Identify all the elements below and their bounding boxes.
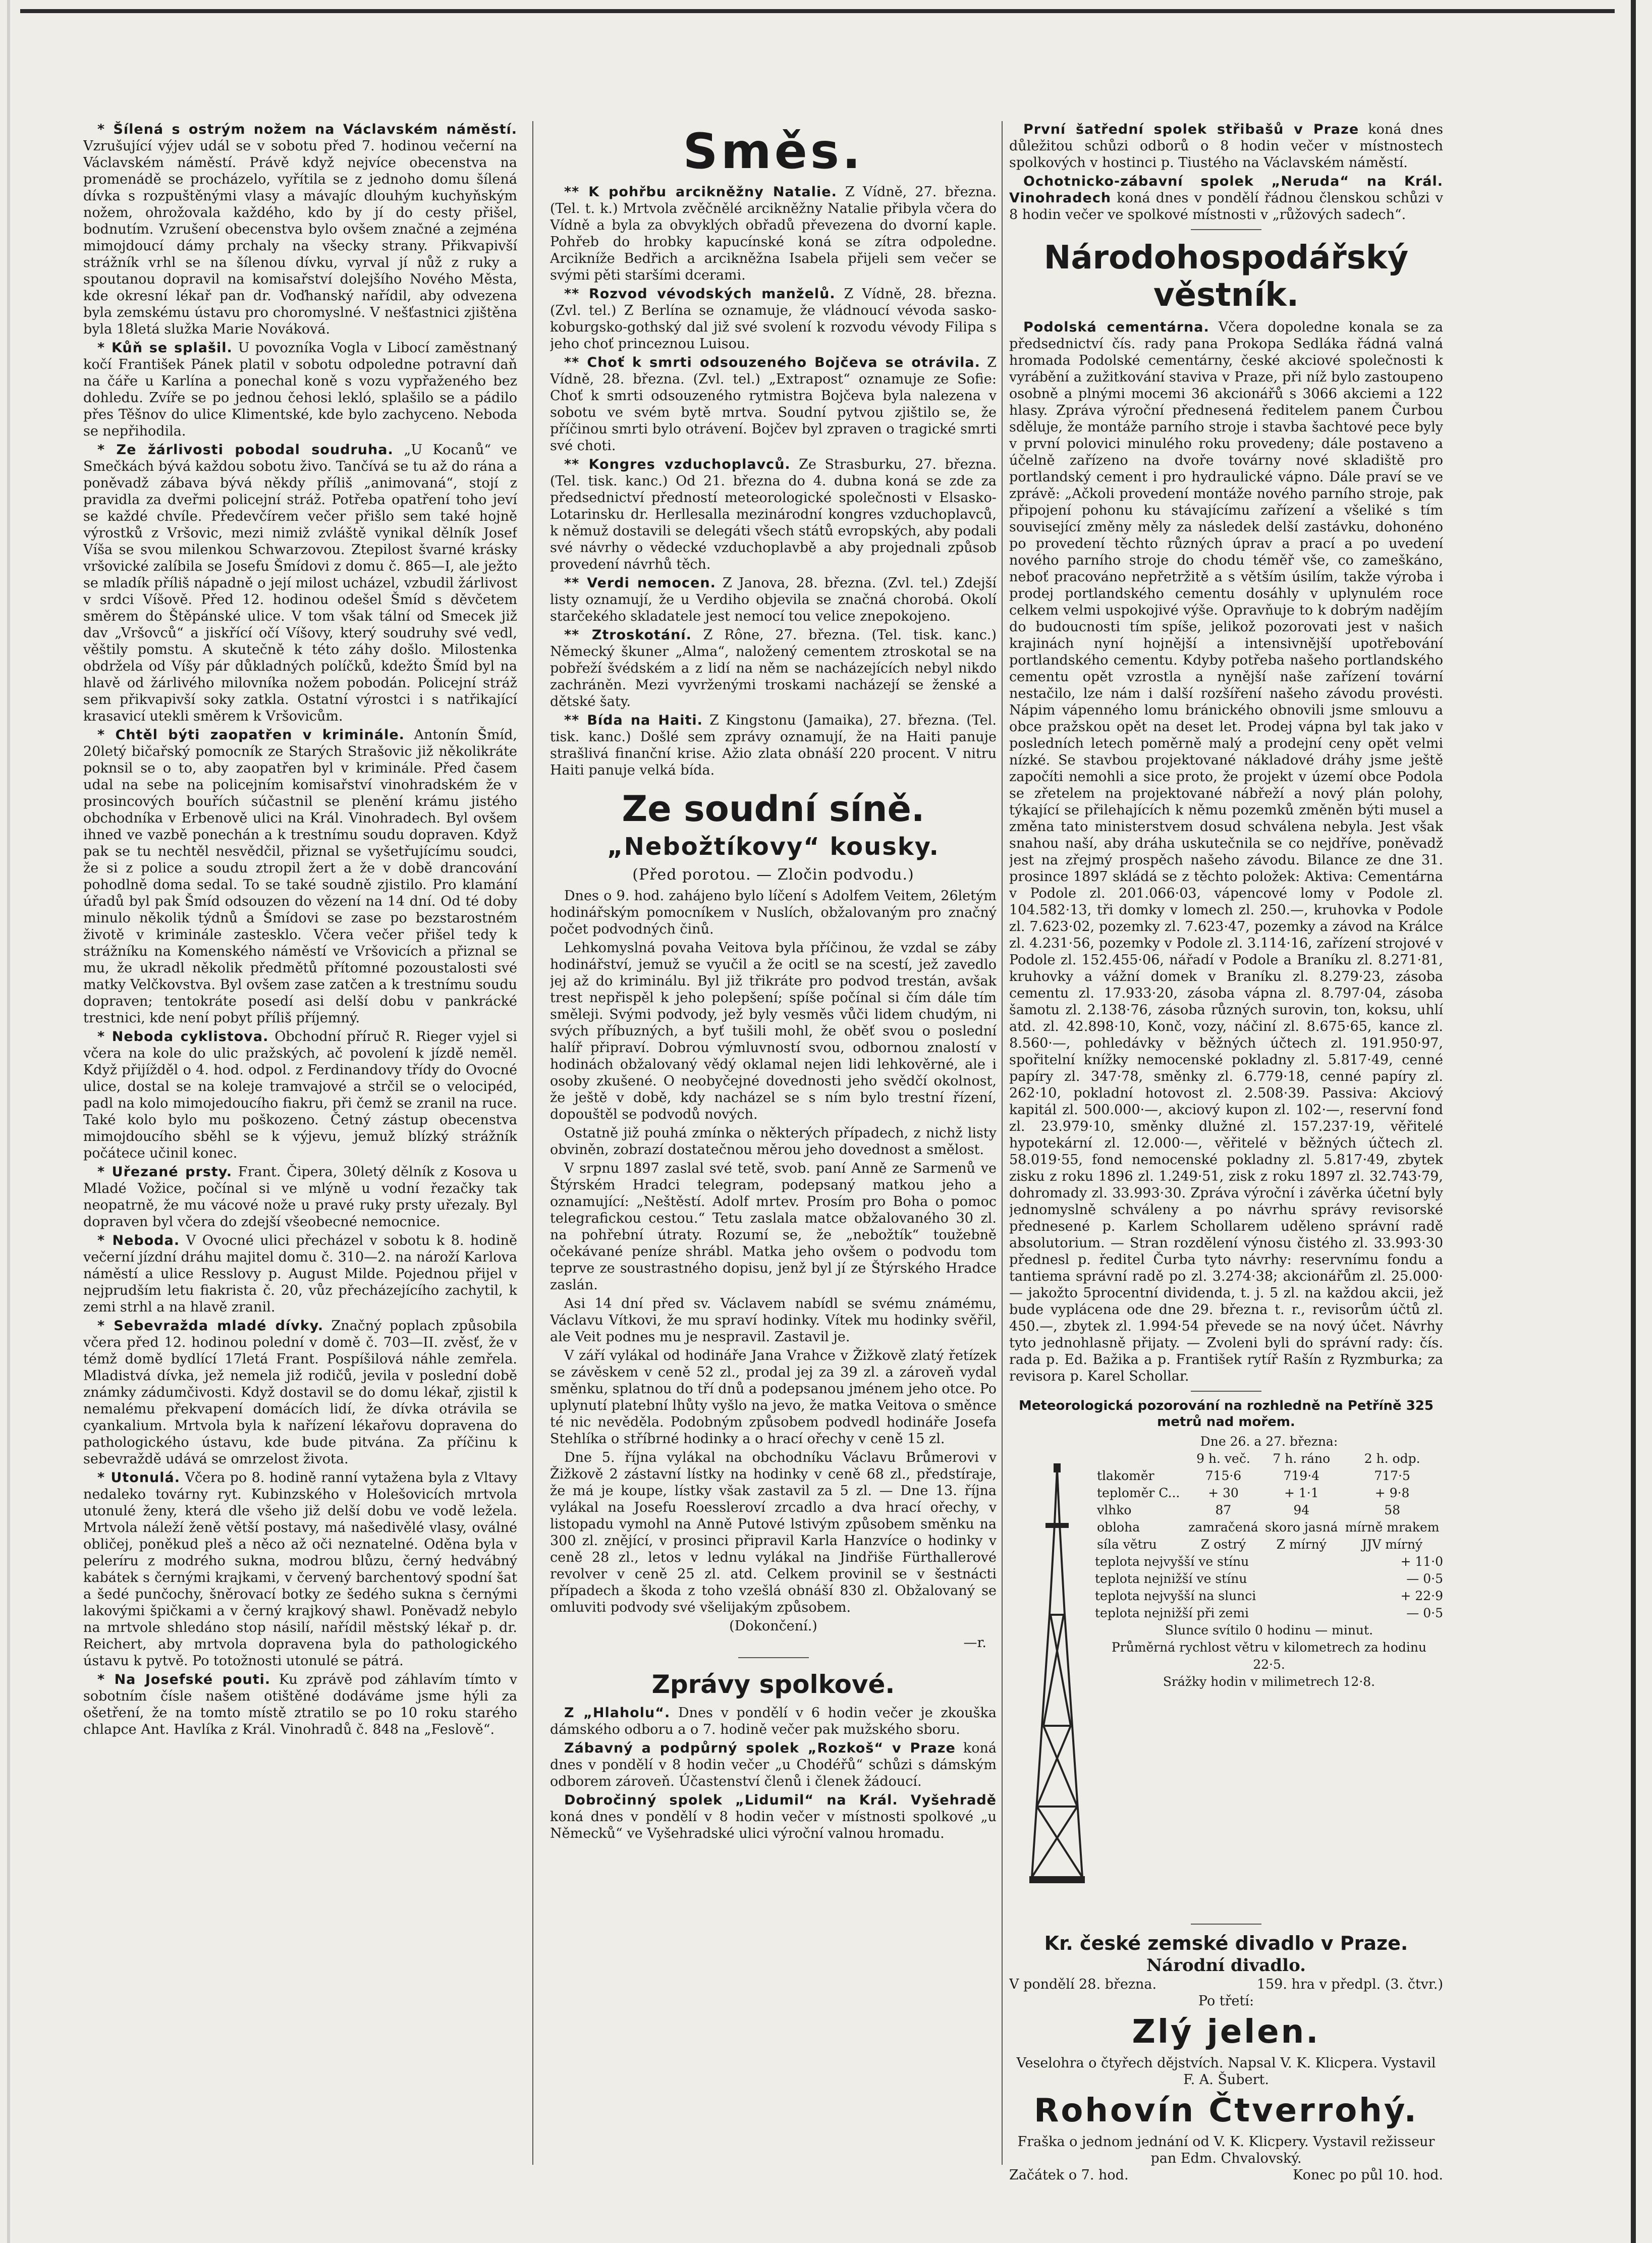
article-paragraph <box>83 121 517 338</box>
meteo-extreme-value: — 0·5 <box>1406 1606 1443 1620</box>
section-title-court: Ze soudní síně. <box>622 788 925 830</box>
article-text: koná dnes v pondělí řádnou členskou schůzi v 8 hodin večer ve spolkové místnosti v „růžových sadech“. <box>1009 190 1443 223</box>
meteo-value: 719·4 <box>1283 1468 1320 1483</box>
left-page-edge <box>7 0 10 2243</box>
article-paragraph <box>83 1469 517 1669</box>
article-text: Ze Strasburku, 27. března. (Tel. tisk. kanc.) Od 21. března do 4. dubna koná se zde za předsednictví předností meteorologické společnosti v Elsasko-Lotarinsku dr. Herllesalla mezinárodní kongres vzduchoplavců, k němuž dostavili se delegáti všech států evropských, aby podali své návrhy o vědecké vzduchoplavbě a aby projednali způsob provedení návrhů těch. <box>550 457 997 572</box>
article-paragraph <box>83 1671 517 1738</box>
column-divider <box>532 121 533 2165</box>
theatre-start: Začátek o 7. hod. <box>1009 2167 1129 2183</box>
meteo-note: Srážky hodin v milimetrech 12·8. <box>1163 1674 1375 1689</box>
article-headline: Ochotnicko-zábavní spolek „Neruda“ na Král. Vinohradech <box>1009 174 1443 206</box>
article-text: koná dnes v pondělí v 8 hodin večer v místnosti spolkové „u Německů“ ve Vyšehradské ulici výroční valnou hromadu. <box>550 1809 997 1841</box>
column-divider <box>1002 121 1003 2165</box>
meteo-extreme-row <box>1095 1588 1443 1605</box>
article-headline: ** K pohřbu arcikněžny Natalie. <box>564 184 837 200</box>
meteo-extremes <box>1095 1553 1443 1622</box>
top-rule <box>20 9 1615 13</box>
article-headline: ** Choť k smrti odsouzeného Bojčeva se otrávila. <box>564 355 980 370</box>
meteo-value: 87 <box>1215 1503 1232 1517</box>
article-paragraph: Ostatně již pouhá zmínka o některých případech, z nichž listy obviněn, zobrazí dostatečnou měrou jeho dovednost a smělost. <box>550 1125 997 1158</box>
meteo-box <box>1009 1433 1443 1918</box>
article-headline: * Utonulá. <box>97 1470 180 1486</box>
meteo-extreme-row <box>1095 1553 1443 1570</box>
article-paragraph <box>83 340 517 440</box>
separator <box>738 1657 809 1658</box>
meteo-extreme-label: teplota nejnižší při zemi <box>1095 1606 1249 1620</box>
meteo-value: 94 <box>1293 1503 1310 1517</box>
theatre-end: Konec po půl 10. hod. <box>1293 2167 1443 2183</box>
theatre-subtitle: Národní divadlo. <box>1146 1955 1306 1976</box>
article-text: Značný poplach způsobila včera před 12. hodinou polední v domě č. 703—II. zvěsť, že v témž domě bydlící 17letá Frant. Pospíšilová náhle zemřela. Mladistvá dívka, jež nemela již rodičů, jevila v poslední době známky zádumčivosti. Když dostavil se do domu lékař, zjistil k nemalému překvapení domácích lidí, že dívka otrávila se cyankalium. Mrtvola byla k nařízení lékařovu dopravena do pathologického ústavu, kde bude pitvána. Za příčinu k sebevraždě udává se omrzelost života. <box>83 1318 517 1467</box>
article-paragraph <box>83 1028 517 1162</box>
club-notices-continued <box>1009 121 1443 223</box>
section-title-economy: Národohospodářský věstník. <box>1043 239 1409 314</box>
article-paragraph <box>550 712 997 779</box>
article-headline: Dobročinný spolek „Lidumil“ na Král. Vyšehradě <box>564 1792 997 1808</box>
meteo-value: + 1·1 <box>1284 1486 1319 1500</box>
article-text: Antonín Šmíd, 20letý bičařský pomocník ze Starých Strašovic již několikráte poknsil se o to, aby zaopatřen byl v kriminále. Před časem udal na sebe na policejním komisařství vinohradském že v prosincových bouřích súčastnil se plenění krámu jistého obchodníka v Erbenově ulici na Král. Vinohradech. Byl ovšem ihned ve vazbě ponechán a k trestnímu soudu dopraven. Když pak se tu nechtěl nesvědčil, přiznal se vyšetřujícímu soudci, že si z police a soudu ztropil žert a že v době drancování pohodlně doma sedal. To se také soudně zjistilo. Pro klamání úřadů byl pak Šmíd odsouzen do vězení na 14 dní. Od té doby minulo několik týdnů a Šmídovi se zase po bezstarostném životě v kriminále zastesklo. Včera večer přišel tedy k strážníku na Komenského náměstí ve Vršovicích a přiznal se mu, že ukradl několik předmětů přítomné pozoustalosti své matky Velčkovstva. Byl ovšem zase zatčen a k trestnímu soudu dopraven; tentokráte posedí asi delší dobu v pankrácké trestnici, kde není pobyt příliš příjemný. <box>83 727 517 1026</box>
article-paragraph <box>1009 121 1443 171</box>
article-headline: * Ze žárlivosti pobodal soudruha. <box>97 442 394 458</box>
article-paragraph <box>550 575 997 625</box>
article-paragraph <box>83 442 517 725</box>
article-paragraph <box>1009 173 1443 223</box>
article-paragraph <box>550 1705 997 1738</box>
meteo-value: skoro jasná <box>1265 1520 1338 1535</box>
article-text: Z Rône, 27. března. (Tel. tisk. kanc.) Německý škuner „Alma“, naložený cementem ztroskotal se na pobřeží švédském a z lidí na něm se nacházejících nebyl nikdo zachráněn. Mezi vyvrženými troskami nacházejí se ženské a dětské šaty. <box>550 627 997 709</box>
article-paragraph: V srpnu 1897 zaslal své tetě, svob. paní Anně ze Sarmenů ve Štýrském Hradci telegram, podepsaný matkou jeho a oznamující: „Neštěstí. Adolf mrtev. Prosím pro Boha o pomoc telegrafickou cestou.“ Tetu zaslala matce obžalovaného 30 zl. na pohřební útraty. Rozumí se, že „nebožtík“ toužebně očekávané peníze shrábl. Matka jeho ovšem o podvodu tom teprve ze soustrastného dopisu, jenž byl jí ze Štýrského Hradce zaslán. <box>550 1161 997 1293</box>
play-title-rohovin: Rohovín Čtverrohý. <box>1034 2092 1418 2129</box>
article-paragraph: Lehkomyslná povaha Veitova byla příčinou, že vzdal se záby hodinářství, jemuž se vyučil a že ocitl se na scestí, jež zavedlo jej až do kriminálu. Byl již třikráte pro podvod trestán, avšak trest nepřispěl k jeho polepšení; spíše počínal si čím dále tím směleji. Svými podvody, jež byly vesměs vůči lidem chudým, ni svých příbuzných, a byť tušili mohl, že oběť svou o poslední halíř připraví. Dobrou výmluvností svou, odbornou znalostí v hodinách obžalovaný vědý oklamal nejen lidi lehkověrné, ale i osoby zkušené. O neobyčejné dovednosti jeho svědčí okolnost, že ještě v době, kdy nacházel se s ním bylo trestní řízení, dopouštěl se podvodů nových. <box>550 940 997 1122</box>
article-headline: ** Verdi nemocen. <box>564 575 716 591</box>
separator <box>1191 229 1261 230</box>
article-text: Z Kingstonu (Jamaika), 27. března. (Tel. tisk. kanc.) Došlé sem zprávy oznamují, že na Haiti panuje strašlivá finanční krise. Ažio zlata obnáší 220 procent. V nitru Haiti panuje velká bída. <box>550 713 997 778</box>
article-text: Včera po 8. hodině ranní vytažena byla z Vltavy nedaleko továrny ryt. Kubinzského v Holešovicích mrtvola utonulé ženy, která dle všeho již delší dobu ve vodě ležela. Mrtvola náleží ženě větší postavy, má našedivělé vlasy, oválné obličej, poněkud pleš a něco až oči neznatelné. Oděna byla v peleríru z modrého sukna, modrou blůzu, černý hedvábný kabátek s černými krajkami, v červený barchentový spodní šat a šedé punčochy, šněrovací botky ze šedého sukna s černými lakovými špičkami a v černý krajkový shawl. Poněvadž nebylo na mrtvole shledáno stop násilí, nařídil městský lékař p. dr. Reichert, aby mrtvola dopravena byla do pathologického ústavu k pytvě. Po totožnosti utonulé se pátrá. <box>83 1470 517 1669</box>
meteo-readings <box>1095 1450 1443 1553</box>
article-paragraph <box>550 1740 997 1790</box>
play-description: Fraška o jednom jednání od V. K. Klicpery. Vystavil režisseur pan Edm. Chvalovský. <box>1017 2134 1435 2166</box>
meteo-extreme-row <box>1095 1570 1443 1588</box>
article-paragraph <box>1009 319 1443 1385</box>
court-article-title: „Nebožtíkovy“ kousky. <box>607 833 940 861</box>
article-paragraph <box>83 1164 517 1230</box>
meteo-row-label: teploměr C... <box>1097 1486 1180 1500</box>
meteo-extreme-row <box>1095 1605 1443 1622</box>
meteo-note: Průměrná rychlost větru v kilometrech za hodinu 22·5. <box>1111 1640 1427 1672</box>
article-headline: ** Bída na Haiti. <box>564 713 703 728</box>
column-local-news <box>83 121 517 2200</box>
meteo-col-header: 2 h. odp. <box>1364 1451 1420 1466</box>
meteo-value: JJV mírný <box>1362 1537 1423 1552</box>
right-page-edge <box>1631 0 1636 2243</box>
meteo-value: + 30 <box>1208 1486 1239 1500</box>
article-paragraph: Dnes o 9. hod. zahájeno bylo líčení s Adolfem Veitem, 26letým hodinářským pomocníkem v Nuslích, obžalovaným pro značný počet podvodných činů. <box>550 888 997 937</box>
theatre-date: V pondělí 28. března. <box>1009 1977 1157 1992</box>
meteo-row-label: vlhko <box>1097 1503 1132 1517</box>
article-text: Z Vídně, 28. března. (Zvl. tel.) Z Berlína se oznamuje, že vládnoucí vévoda sasko-koburgsko-gothský dal již své svolení k rozvodu vévody Filipa s jeho choť princeznou Luisou. <box>550 286 997 352</box>
article-text: Ku zprávě pod záhlavím tímto v sobotním čísle našem otištěné dodáváme jsme hýli za ošetření, že na tomto místě ztratilo se po 10 roku starého chlapce Ant. Havlíka z Král. Vinohradů č. 848 na „Feslově“. <box>83 1672 517 1737</box>
meteo-value: 717·5 <box>1374 1468 1410 1483</box>
article-paragraph <box>83 727 517 1026</box>
article-paragraph <box>550 354 997 454</box>
play-description: Veselohra o čtyřech dějstvích. Napsal V. K. Klicpera. Vystavil F. A. Šubert. <box>1016 2055 1436 2088</box>
article-text: Z Vídně, 28. března. (Zvl. tel.) „Extrapost“ oznamuje ze Sofie: Choť k smrti odsouzeného rytmistra Bojčeva byla nalezena v sobotu ve svém bytě mrtva. Soudní pytvou zjištilo se, že příčinou smrti bylo otrávení. Bojčev byl zpraven o tragické smrti své choti. <box>550 355 997 454</box>
article-text: Včera dopoledne konala se za předsednictví čís. rady pana Prokopa Sedláka řádná valná hromada Podolské cementárny, české akciové společnosti k vyrábění a zužitkování staviva v Praze, při níž bylo zastoupeno osobně a plnými mocemi 36 akcionářů s 3066 akciemi a 122 hlasy. Zpráva výroční přednesená ředitelem panem Čurbou sděluje, že montáže parního stroje i stavba šachtové pece byly v první polovici minulého roku provedeny; dále postaveno a účelně zařízeno na dvoře továrny nové skladiště pro portlandský cement i pro hydraulické vápno. Dále praví se ve zprávě: „Ačkoli provedení montáže nového parního stroje, pak připojení pohonu ku stávajícímu zařízení a všeliké s tím související změny měly za následek delší zastávku, dohonéno po provedení těchto různých úprav a prací a po uvedení nového parního stroje do chodu téměř vše, co zameškáno, neboť pracováno nepřetržitě a s větším úsilím, takže výroba i prodej portlandského cementu dosáhly v uplynulém roce celkem velmi uspokojivé výše. Opravňuje to k dobrým nadějím do budoucnosti tím spíše, jelikož pozorovati jest v našich krajinách nyní hojnější a intensivnější upotřebování portlandského cementu. Kdyby potřeba našeho portlandského cementu opět vzrostla a nynější naše zařízení tovární nestačilo, lze nám i další rozšíření našeho závodu provésti. Nápim vápenného lomu bránického obnovili jsme smlouvu a obce pražskou opět na deset let. Prodej vápna byl tak jako v posledních letech poměrně malý a prodejní ceny opět velmi nízké. Se stavbou projektované nákladové dráhy jsme ještě započíti nemohli a sice proto, že projekt v území obce Podola se zřetelem na projektované nábřeží a nový plán polohy, týkající se přilehajících k němu pozemků změněn býti musel a změna tato ministerstvem dosud schválena nebyla. Jest však snahou naší, aby dráha uskutečnila se co nejdříve, poněvadž jest na zřejmý prospěch našeho závodu. Bilance ze dne 31. prosince 1897 skládá se z těchto položek: Aktiva: Cementárna v Podole zl. 201.066·03, vápencové lomy v Podole zl. 104.582·13, tři domky v lomech zl. 250.—, kruhovka v Podole zl. 7.623·02, pozemky zl. 7.623·47, pozemky a závod na Králce zl. 4.231·56, pozemky v Podole zl. 3.114·16, zařízení strojové v Podole zl. 152.455·06, nářadí v Podole a Braníku zl. 8.271·81, kruhovky a vážní domek v Braníku zl. 8.279·23, zásoba cementu zl. 17.933·20, zásoba vápna zl. 8.797·04, zásoba šamotu zl. 2.138·76, zásoba různých surovin, ton, koksu, uhlí atd. zl. 42.898·10, Konč, vozy, náčiní zl. 8.675·65, kance zl. 8.560·—, pohledávky v běžných účtech zl. 191.950·97, spořitelní knížky nemocenské pokladny zl. 5.817·49, cenné papíry zl. 347·78, směnky zl. 6.779·18, cenné papíry zl. 262·10, pokladní hotovost zl. 2.508·39. Passiva: Akciový kapitál zl. 500.000·—, akciový kupon zl. 102·—, reservní fond zl. 23.979·10, směnky dlužné zl. 157.237·19, věřitelé hypotekární zl. 12.000·—, věřitelé v běžných účtech zl. 58.019·55, fond nemocenské pokladny zl. 5.817·49, zbytek zisku z roku 1896 zl. 1.249·51, zisk z roku 1897 zl. 32.743·79, dohromady zl. 33.993·30. Zpráva výroční i závěrka účetní byly jednomyslně schváleny a po návrhu správy revisorské přednesené p. Karlem Schollarem uděleno správní radě absolutorium. — Stran rozdělení výnosu čistého zl. 33.993·30 přednesl p. ředitel Čurba tyto návrhy: reservnímu fondu a tantiema správní radě po zl. 3.274·38; akcionářům zl. 25.000·— jakožto 5procentní dividenda, t. j. 5 zl. na každou akcii, jež bude vyplácena ode dne 29. března t. r., revisorům účtů zl. 450.—, zbytek zl. 1.994·54 převede se na nový účet. Návrhy tyto jednohlasně přijaty. — Zvoleni byli do správní rady: čís. rada p. Ed. Bažika a p. František rytíř Rašín z Ryzmburka; za revisora p. Karel Schollar. <box>1009 319 1443 1384</box>
meteo-col-header: 9 h. več. <box>1196 1451 1250 1466</box>
meteo-notes <box>1095 1622 1443 1690</box>
article-paragraph <box>550 184 997 284</box>
petrin-tower-illustration <box>1019 1463 1095 1897</box>
club-notices <box>550 1705 997 1842</box>
theatre-date-row <box>1009 1976 1443 1993</box>
meteo-extreme-value: + 11·0 <box>1400 1554 1443 1569</box>
miscellany-articles <box>550 184 997 779</box>
meteo-table <box>1095 1433 1443 1690</box>
article-text: Dnes v pondělí v 6 hodin večer je zkouška dámského odboru a o 7. hodině večer pak mužského sboru. <box>550 1705 997 1737</box>
article-headline: ** Kongres vzduchoplavců. <box>564 457 791 472</box>
article-headline: Z „Hlaholu“. <box>564 1705 671 1721</box>
theatre-performance-note: Po třetí: <box>1198 1993 1254 2009</box>
meteo-row-label: obloha <box>1097 1520 1140 1535</box>
court-signature: —r. <box>963 1635 986 1651</box>
article-headline: * Chtěl býti zaopatřen v kriminále. <box>97 727 405 743</box>
article-paragraph <box>550 456 997 573</box>
article-headline: * Uřezané prsty. <box>97 1164 233 1180</box>
article-headline: ** Rozvod vévodských manželů. <box>564 286 836 302</box>
court-venue: (Před porotou. — Zločin podvodu.) <box>632 866 914 884</box>
article-paragraph: Asi 14 dní před sv. Václavem nabídl se svému známému, Václavu Vítkovi, že mu spraví hodinky. Vítek mu hodinky svěřil, ale Veit podnes mu je nespravil. Zastavil je. <box>550 1296 997 1345</box>
meteo-row-label: tlakoměr <box>1097 1468 1154 1483</box>
article-paragraph: Dne 5. října vylákal na obchodníku Václavu Brůmerovi v Žižkově 2 zástavní lístky na hodinky v ceně 68 zl., předstíraje, že má je koupe, lístky však zastavil za 5 zl. — Dne 13. října vylákal na Josefu Roessleroví zrcadlo a dva hrací ořechy, v listopadu vymohl na Anně Putové lstivým způsobem směnku na 300 zl. znějící, v prosinci připravil Karla Hanzvíce o hodinky v ceně 28 zl., letos v lednu vylákal na Jindřiše Fürthallerové revolver v ceně 25 zl. atd. Celkem provinil se v šestnácti případech a škoda z toho vzešlá obnáší 830 zl. Obžalovaný se omluviti podvody své všelijakým způsobem. <box>550 1450 997 1615</box>
meteo-value: Z mírný <box>1276 1537 1327 1552</box>
court-article-body <box>550 888 997 1616</box>
article-text: koná dnes důležitou schůzi odborů o 8 hodin večer v místnostech spolkových v hostinci p. Tiustého na Václavském náměstí. <box>1009 122 1443 171</box>
play-title-zly-jelen: Zlý jelen. <box>1132 2013 1320 2051</box>
article-headline: * Šílená s ostrým nožem na Václavském náměstí. <box>97 122 517 137</box>
meteo-date: Dne 26. a 27. března: <box>1200 1434 1338 1449</box>
article-headline: * Sebevražda mladé dívky. <box>97 1318 324 1334</box>
meteo-col-header: 7 h. ráno <box>1273 1451 1331 1466</box>
meteo-extreme-label: teplota nejnižší ve stínu <box>1095 1571 1247 1586</box>
article-paragraph <box>550 1792 997 1842</box>
meteo-value: zamračená <box>1188 1520 1258 1535</box>
meteo-extreme-label: teplota nejvyšší na slunci <box>1095 1589 1256 1603</box>
separator <box>1191 1391 1261 1392</box>
article-text: „U Kocanů“ ve Smečkách bývá každou sobotu živo. Tančívá se tu až do rána a poněvadž zábava bývá někdy příliš „animovaná“, stojí z pravidla za dveřmi policejní stráž. Potřeba opatření toho jeví se každé chvíle. Předevčírem večer přišlo sem také hojně výrostků z Vršovic, mezi nimiž zvláště vynikal dělník Josef Víša se svou milenkou Schwarzovou. Ztepilost švarné krásky vršovické zalíbila se Josefu Šmídovi z domu č. 865—I, ale ježto se mladík příliš nápadně o její milost ucházel, vzbudil žárlivost v srdci Víšově. Před 12. hodinou odešel Šmíd s děvčetem směrem do Štěpánské ulice. V tom však tální od Smecek již dav „Vršovců“ a jiskřící očí Víšovy, který soudruhy své vedl, věštily pomstu. A skutečně k této záhy došlo. Milostenka obdržela od Víšy pár důkladných políčků, kdežto Šmíd byl na hlavě od žárlivého milovníka nožem pobodán. Policejní stráž sem přikvapivší soky zatkla. Ostatní výrostci i s natřikající krasavicí utekli směrem k Vršovicům. <box>83 442 517 724</box>
meteo-row-label: síla větru <box>1097 1537 1157 1552</box>
theatre-times <box>1009 2167 1443 2183</box>
meteo-value: 715·6 <box>1205 1468 1242 1483</box>
meteo-value: Z ostrý <box>1200 1537 1246 1552</box>
article-paragraph <box>550 627 997 710</box>
meteo-value: + 9·8 <box>1374 1486 1410 1500</box>
section-title-smes: Směs. <box>683 123 864 180</box>
article-headline: Zábavný a podpůrný spolek „Rozkoš“ v Praze <box>564 1740 956 1756</box>
meteo-extreme-label: teplota nejvyšší ve stínu <box>1095 1554 1249 1569</box>
article-text: Vzrušující výjev udál se v sobotu před 7. hodinou večerní na Václavském náměstí. Právě když nejvíce obecenstva na promenádě se procházelo, vyřítila se z jednoho domu šílená dívka s rozpuštěnými vlasy a mávajíc dlouhým kuchyňským nožem, ohrožovala každého, kdo by jí do cesty přišel, bodnutím. Vzrušení obecenstva bylo ovšem značné a zejména mimojdoucí dámy prchaly na všecky strany. Přikvapivší strážník vrhl se na šílenou dívku, vyrval jí nůž z ruky a spoutanou dopravil na komisařství dolejšího Nového Města, kde okresní lékař pan dr. Voďhanský nařídil, aby odvezena byla zemskému ústavu pro choromyslné. V nešťastnici zjištěna byla 18letá služka Marie Nováková. <box>83 138 517 337</box>
theatre-subscription: 159. hra v předpl. (3. čtvr.) <box>1256 1977 1443 1992</box>
article-text: V Ovocné ulici přecházel v sobotu k 8. hodině večerní jízdní dráhu majitel domu č. 310—2. na nároží Karlova náměstí a ulice Resslovy p. August Milde. Pojednou přijel v nejprudším letu fiakrista č. 20, vůz přecházejícího zachytil, k zemi strhl a na hlavě zranil. <box>83 1233 517 1315</box>
article-text: Frant. Čipera, 30letý dělník z Kosova u Mladé Vožice, počínal si ve mlýně u vodní řezačky tak neopatrně, že mu vácové nože u pravé ruky prsty uřezaly. Byl dopraven byl včera do zdejší všeobecné nemocnice. <box>83 1164 517 1230</box>
article-text: koná dnes v pondělí v 8 hodin večer „u Chodéřů“ schůzi s dámským odborem zároveň. Účastenství členů i členek žádoucí. <box>550 1740 997 1789</box>
meteo-extreme-value: — 0·5 <box>1406 1571 1443 1586</box>
article-paragraph <box>83 1318 517 1467</box>
meteo-title: Meteorologická pozorování na rozhledně na Petříně 325 metrů nad mořem. <box>1018 1398 1434 1430</box>
section-title-clubs: Zprávy spolkové. <box>651 1670 895 1699</box>
article-text: Z Janova, 28. března. (Zvl. tel.) Zdejší listy oznamují, že u Verdiho objevila se značná chorobá. Okolí starčekého skladatele jest nemocí tou velice znepokojeno. <box>550 575 997 624</box>
court-continued: (Dokončení.) <box>729 1618 817 1634</box>
separator <box>1191 1924 1261 1925</box>
meteo-value: mírně mrakem <box>1345 1520 1440 1535</box>
theatre-title: Kr. české zemské divadlo v Praze. <box>1044 1932 1408 1954</box>
article-headline: * Kůň se splašil. <box>97 340 233 356</box>
meteo-note: Slunce svítilo 0 hodinu — minut. <box>1165 1623 1373 1637</box>
economy-article <box>1009 319 1443 1385</box>
article-text: U povozníka Vogla v Libocí zaměstnaný kočí František Pánek platil v sobotu odpoledne potravní daň na čáře u Karlína a ponechal koně s vozu vypřaženého bez dohledu. Zvíře se po jednou čehosi lekló, splašilo se a pádilo přes Těšnov do ulice Klimentské, kde bylo zachyceno. Neboda se nepřihodila. <box>83 340 517 439</box>
article-paragraph <box>550 286 997 352</box>
article-text: Z Vídně, 27. března. (Tel. t. k.) Mrtvola zvěčnělé arcikněžny Natalie přibyla včera do Vídně a byla za obvyklých obřadů převezena do dvorní kaple. Pohřeb do hrobky kapucínské koná se zítra odpoledne. Arcikníže Bedřich a arcikněžna Isabela přijeli sem večer se svými pěti staršími dcerami. <box>550 184 997 283</box>
article-headline: První šatřední spolek střibašů v Praze <box>1023 122 1359 137</box>
article-headline: * Neboda cyklistova. <box>97 1029 269 1045</box>
article-paragraph: V září vylákal od hodináře Jana Vrahce v Žižkově zlatý řetízek se závěskem v ceně 52 zl., prodal jej za 39 zl. a zároveň vydal směnku, splatnou do tří dnů a podepsanou jménem jeho otce. Po uplynutí platební lhůty vyšlo na jevo, že matka Veitova o směnce té nic nevěděla. Podobným způsobem podvedl hodináře Josefa Stehlíka o stříbrné hodinky a o hrací ořechy v ceně 15 zl. <box>550 1348 997 1447</box>
article-headline: ** Ztroskotání. <box>564 627 692 643</box>
article-headline: Podolská cementárna. <box>1023 319 1209 335</box>
meteo-extreme-value: + 22·9 <box>1400 1589 1443 1603</box>
column-economy <box>1009 121 1443 2200</box>
article-headline: * Neboda. <box>97 1233 180 1248</box>
meteo-value: 58 <box>1384 1503 1401 1517</box>
article-paragraph <box>83 1232 517 1316</box>
article-headline: * Na Josefské pouti. <box>97 1672 271 1687</box>
column-miscellany <box>550 121 997 2200</box>
article-text: Obchodní příruč R. Rieger vyjel si včera na kole do ulic pražských, ač povolení k jízdě neměl. Když přijížděl o 4. hod. odpol. z Ferdinandovy třídy do Ovocné ulice, dostal se na koleje tramvajové a strčil se o velocipéd, padl na kolo mimojedoucího fiakru, při čemž se zranil na ruce. Také kolo bylo mu poškozeno. Četný zástup obecenstva mimojdoucího sběhl se k výjevu, jemuž blízký strážník počátece učinil konec. <box>83 1029 517 1161</box>
